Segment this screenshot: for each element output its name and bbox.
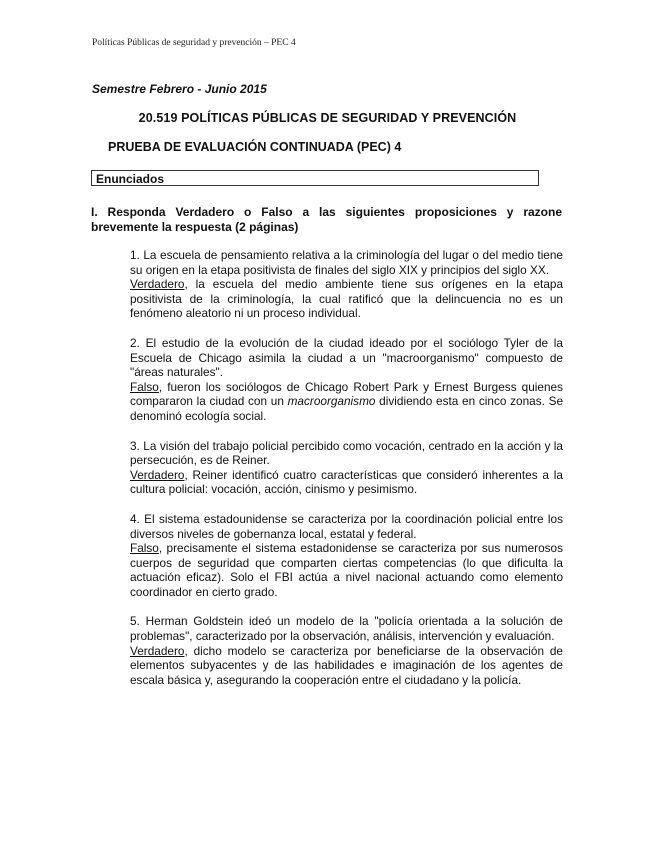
verdict-label: Verdadero bbox=[130, 467, 185, 482]
part-title: I. Responda Verdadero o Falso a las siguientes proposiciones y razone brevemente la respuesta (2 páginas) bbox=[91, 205, 562, 234]
verdict-label: Falso bbox=[130, 379, 159, 394]
question-answer bbox=[130, 644, 563, 688]
verdict-label: Verdadero bbox=[130, 277, 185, 292]
question-item-5 bbox=[130, 614, 563, 687]
question-item-3 bbox=[130, 439, 563, 497]
answer-text: dividiendo esta en cinco zonas. Se denominó ecología social. bbox=[130, 394, 564, 423]
course-title: 20.519 POLÍTICAS PÚBLICAS DE SEGURIDAD Y PREVENCIÓN bbox=[138, 111, 517, 125]
question-answer bbox=[130, 277, 563, 321]
answer-text: , Reiner identificó cuatro características que consideró inherentes a la cultura policial: vocación, acción, cinismo y pesimismo. bbox=[130, 467, 563, 497]
question-statement: 2. El estudio de la evolución de la ciudad ideado por el sociólogo Tyler de la Escuela de Chicago asimila la ciudad a un "macroorganismo" compuesto de "áreas naturales". bbox=[130, 335, 563, 380]
answer-text: , dicho modelo se caracteriza por beneficiarse de la observación de elementos subyacentes y de las habilidades e imaginación de los agentes de escala básica y, asegurando la cooperación entre el ciudadano y la policía. bbox=[130, 643, 563, 687]
semester-label: Semestre Febrero - Junio 2015 bbox=[92, 82, 267, 96]
answer-text: , fueron los sociólogos de Chicago Robert Park y Ernest Burgess quienes compararon la ciudad con un bbox=[130, 379, 563, 409]
answer-text: , precisamente el sistema estadonidense se caracteriza por sus numerosos cuerpos de seguridad que comparten ciertas competencias (lo que dificulta la actuación eficaz). Solo el FBI actúa a nivel nacional actuando como elemento coordinador en cierto grado. bbox=[130, 541, 563, 599]
question-answer bbox=[130, 468, 563, 497]
answer-text: , la escuela del medio ambiente tiene sus orígenes en la etapa positivista de la criminología, la cual ratificó que la delincuencia no es un fenómeno aleatorio ni un proceso individual. bbox=[130, 277, 563, 321]
section-heading-box bbox=[91, 170, 539, 186]
question-statement: 4. El sistema estadounidense se caracteriza por la coordinación policial entre los diversos niveles de gobernanza local, estatal y federal. bbox=[130, 511, 563, 541]
verdict-label: Falso bbox=[130, 541, 159, 556]
verdict-label: Verdadero bbox=[130, 643, 185, 658]
question-list bbox=[130, 248, 563, 702]
question-item-2 bbox=[130, 336, 563, 424]
question-statement: 5. Herman Goldstein ideó un modelo de la "policía orientada a la solución de problemas", caracterizado por la observación, análisis, intervención y evaluación. bbox=[130, 614, 563, 644]
exam-title: PRUEBA DE EVALUACIÓN CONTINUADA (PEC) 4 bbox=[108, 140, 402, 154]
question-statement: 3. La visión del trabajo policial percibido como vocación, centrado en la acción y la persecución, es de Reiner. bbox=[130, 438, 563, 468]
section-heading: Enunciados bbox=[96, 172, 165, 186]
question-answer bbox=[130, 541, 563, 599]
question-item-1 bbox=[130, 248, 563, 321]
running-header: Políticas Públicas de seguridad y prevención – PEC 4 bbox=[92, 38, 296, 48]
question-item-4 bbox=[130, 512, 563, 600]
question-statement: 1. La escuela de pensamiento relativa a la criminología del lugar o del medio tiene su origen en la etapa positivista de finales del siglo XIX y principios del siglo XX. bbox=[130, 248, 563, 277]
answer-emphasis: macroorganismo bbox=[287, 394, 376, 409]
question-answer bbox=[130, 380, 563, 424]
